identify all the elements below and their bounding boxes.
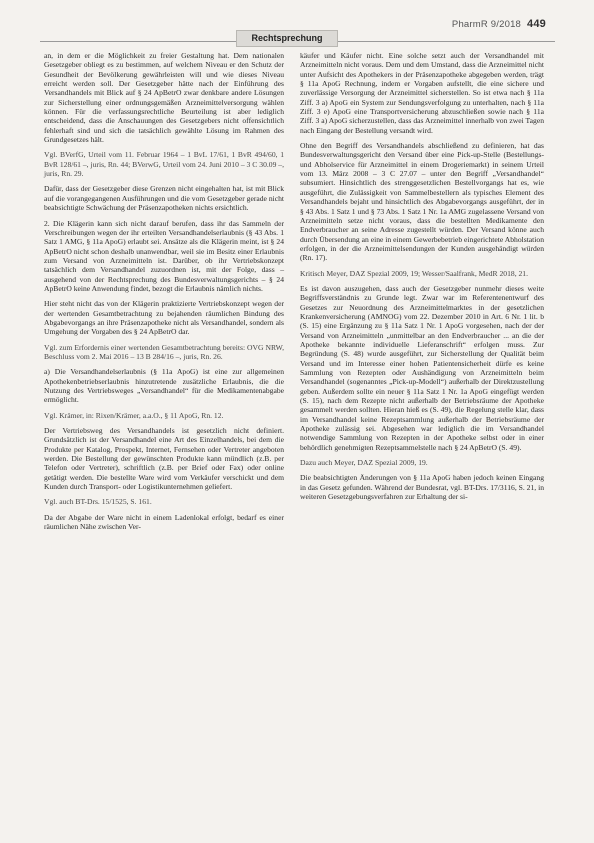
page-number: 449 [527, 18, 546, 30]
paragraph: Der Vertriebsweg des Versandhandels ist gesetzlich nicht definiert. Grundsätzlich ist der Versandhandel eine Art des Einzelhandels, bei dem die Produkte per Katalog, Prospekt, Internet, Fernsehen oder Vertreter angeboten werden. Die Bestellung der gewünschten Produkte kann mündlich (z.B. per Telefon oder Vertreter), schriftlich (z.B. per Brief oder Fax) oder online getätigt werden. Die bestellte Ware wird vom Verkäufer verschickt und dem Kunden durch Transport- oder Logistikunternehmen geliefert. [44, 426, 284, 492]
citation: Vgl. Krämer, in: Rixen/Krämer, a.a.O., § 11 ApoG, Rn. 12. [44, 410, 224, 420]
paragraph: Die beabsichtigten Änderungen von § 11a ApoG haben jedoch keinen Eingang in das Gesetz gefunden. Während der Bundesrat, vgl. BT-Drs. 17/3116, S. 21, in weiteren Gesetzgebungsverfahren zur Erhaltung der si- [300, 473, 544, 502]
citation: Vgl. BVerfG, Urteil vom 11. Februar 1964 – 1 BvL 17/61, 1 BvR 494/60, 1 BvR 128/61 –, juris, Rn. 44; BVerwG, Urteil vom 24. Juni 2010 – 3 C 30.09 –, juris, Rn. 29. [44, 150, 284, 179]
running-header [452, 18, 546, 30]
left-column [44, 51, 284, 537]
paragraph: an, in dem er die Möglichkeit zu freier Gestaltung hat. Dem nationalen Gesetzgeber obliegt es zu bestimmen, auf welchem Niveau er den Schutz der Gesundheit der Bevölkerung gewährleisten will und wie dieses Niveau erreicht werden soll. Der Gesetzgeber hätte nach der Einführung des Versandhandels mit Blick auf § 24 ApBetrO zwar denkbare andere Lösungen zur Sicherstellung einer ordnungsgemäßen Arzneimittelversorgung wählen können. Für die verfassungsrechtliche Beurteilung ist aber lediglich entscheidend, dass die Anschauungen des Gesetzgebers nicht offensichtlich fehlerhaft sind und sich die tatsächlich gewählte Lösung im Rahmen des Grundgesetzes hält. [44, 51, 284, 145]
paragraph: Dafür, dass der Gesetzgeber diese Grenzen nicht eingehalten hat, ist mit Blick auf die vorangegangenen Ausführungen und die vom Gesetzgeber gerade nicht beabsichtigte Schwächung der Präsenzapotheken nichts ersichtlich. [44, 184, 284, 213]
citation: Vgl. zum Erfordernis einer wertenden Gesamtbetrachtung bereits: OVG NRW, Beschluss vom 2. Mai 2016 – 13 B 284/16 –, juris, Rn. 26. [44, 342, 284, 361]
paragraph: käufer und Käufer nicht. Eine solche setzt auch der Versandhandel mit Arzneimitteln nicht voraus. Dem und dem Umstand, dass die Arzneimittel nicht unter Aufsicht des Apothekers in der Präsenzapotheke abgegeben werden, trägt § 11a ApoG Rechnung, indem er Vorgaben aufstellt, die eine sichere und zuverlässige Versorgung der Arzneimittel sicherstellen. So ist etwa nach § 11a Ziff. 3 a) ApoG ein System zur Sendungsverfolgung zu unterhalten, nach § 11a Ziff. 3 e) ApoG eine Transportversicherung abzuschließen sowie nach § 11a Ziff. 3 a) ApoG sicherzustellen, dass das Arzneimittel innerhalb von zwei Tagen nach Eingang der Bestellung versandt wird. [300, 51, 544, 135]
citation: Kritisch Meyer, DAZ Spezial 2009, 19; Wesser/Saalfrank, MedR 2018, 21. [300, 268, 528, 278]
paragraph: a) Die Versandhandelserlaubnis (§ 11a ApoG) ist eine zur allgemeinen Apothekenbetriebserlaubnis hinzutretende zusätzliche Erlaubnis, die die Nutzung des Vertriebsweges „Versandhandel“ für die Medikamentenabgabe ermöglicht. [44, 367, 284, 405]
paragraph: Es ist davon auszugehen, dass auch der Gesetzgeber nunmehr dieses weite Begriffsverständnis zu Grunde legt. Zwar war im Referentenentwurf des Gesetzes zur Neuordnung des Arzneimittelmarktes in der gesetzlichen Krankenversicherung (AMNOG) vom 22. Dezember 2010 in Art. 6 Nr. 1 lit. b (S. 15) eine Ergänzung zu § 11a Satz 1 Nr. 1 ApoG vorgesehen, nach der der Versand von Arzneimitteln „unmittelbar an den Endverbraucher ... an die der Apotheke bekannte individuelle Lieferanschrift“ erfolgen muss. Zur Begründung (S. 48) wurde ausgeführt, zur Sicherstellung der Qualität beim Versand und im Interesse einer hohen Patientensicherheit dürfe es keine Sammlung von Rezepten oder Aushändigung von Arzneimitteln beim Versandhandel (sogenanntes „Pick-up-Modell“) außerhalb der Direktzustellung geben. Außerdem sollte ein neuer § 11a Satz 1 Nr. 1a ApoG eingefügt werden (S. 15), nach dem Rezepte nicht außerhalb der Betriebsräume der Apotheke gesammelt werden sollten. Hieran hieß es (S. 49), die Regelung stelle klar, dass im Versandhandel keine Rezeptsammlung außerhalb der Betriebsräume der Apotheke zulässig sei. Abgesehen war lediglich die im Versandhandel notwendige Sammlung von Rezepten in der Apotheke selbst oder in einer behördlich genehmigten Rezeptsammelstelle nach § 24 ApBetrO (S. 49). [300, 283, 544, 452]
paragraph: Hier steht nicht das von der Klägerin praktizierte Vertriebskonzept wegen der der wertenden Gesamtbetrachtung zu bejahenden räumlichen Bindung des Abgabevorgangs an ihre Präsenzapotheke nicht als Versandhandel, sondern als Umgehung der Vorgaben des § 24 ApBetrO dar. [44, 299, 284, 337]
paragraph: Ohne den Begriff des Versandhandels abschließend zu definieren, hat das Bundesverwaltungsgericht den Versand über eine Pick-up-Stelle (Bestellungs- und Abholservice für Arzneimittel in einem Drogeriemarkt) in seinem Urteil vom 13. März 2008 – 3 C 27.07 – unter den Begriff „Versandhandel“ subsumiert. Hinsichtlich des strenggesetzlichen Bestellvorgangs hat es, wie ausgeführt, die Zulässigkeit von Sammelbestellern als typisches Element des Versandhandels bejaht und hinsichtlich des Abgabevorgangs ausgeführt, der in § 43 Abs. 1 Satz 1 und § 73 Abs. 1 Satz 1 Nr. 1a AMG zugelassene Versand von Arzneimitteln setze nicht voraus, dass die bestellten Medikamente den Endverbraucher an seine Adresse zugestellt würden. Der Versand könne auch durch Übersendung an eine in einem Gewerbebetrieb eingerichtete Abholstation erfolgen, in der die Arzneimittelsendungen der Kunden ausgehändigt würden (Rn. 17). [300, 141, 544, 263]
section-label: Rechtsprechung [236, 30, 338, 47]
citation: Vgl. auch BT-Drs. 15/1525, S. 161. [44, 497, 152, 507]
citation: Dazu auch Meyer, DAZ Spezial 2009, 19. [300, 458, 428, 468]
paragraph: Da der Abgabe der Ware nicht in einem Ladenlokal erfolgt, bedarf es einer räumlichen Nähe zwischen Ver- [44, 512, 284, 532]
right-column [300, 51, 544, 507]
journal-issue: PharmR 9/2018 [451, 19, 522, 30]
paragraph: 2. Die Klägerin kann sich nicht darauf berufen, dass ihr das Sammeln der Verschreibungen wegen der ihr erteilten Versandhandelserlaubnis (§ 43 Abs. 1 Satz 1 AMG, § 11a ApoG) erlaubt sei. Ansätze als die Klägerin meint, ist § 24 ApBetrO nicht schon deshalb unanwendbar, weil sie im Besitz einer Erlaubnis zum Versand von Arzneimitteln ist. Darüber, ob ihr Vertriebskonzept tatsächlich dem Versandhandel zuzuordnen ist, mit der Folge, dass – ausgehend von der Rechtsprechung des Bundesverwaltungsgerichts – § 24 ApBetrO keine Anwendung findet, bezogt die Erlaubnis nämlich nichts. [44, 218, 284, 293]
